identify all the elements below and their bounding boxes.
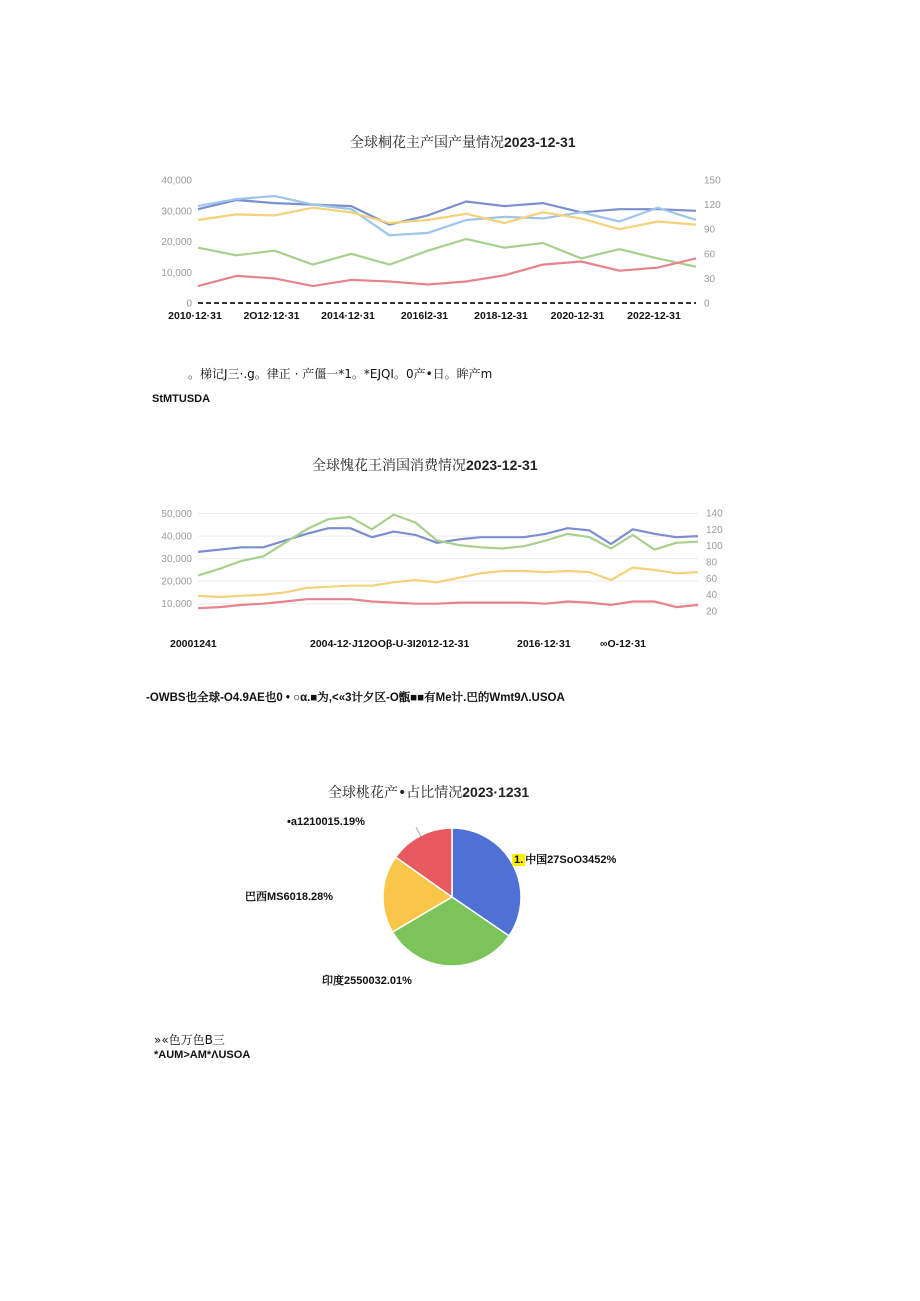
consumption-title-date: 2023-12-31 [466,457,538,473]
consumption-gridlines [198,514,698,604]
consumption-series-red [198,599,698,608]
production-note: 。梯记J三·.g。律正 · 产僵一*1。*EJQI。0产•日。眸产m [188,367,493,381]
production-series [198,196,696,286]
production-x-tick: 2016l2-31 [400,310,449,322]
consumption-title-text: 全球愧花王消国消费情况 [312,458,466,474]
production-x-tick: 2020-12-31 [550,310,605,322]
consumption-y-right-tick: 100 [706,541,723,553]
production-x-tick: 2O12·12·31 [243,310,300,322]
production-y-right-tick: 90 [704,224,716,236]
pie-label-india: 印度2550032.01% [322,975,412,987]
consumption-y-left-tick: 10,000 [161,599,192,611]
consumption-x-axis [170,638,646,650]
production-y-left-tick: 40,000 [161,175,192,187]
production-y-left-tick: 30,000 [161,206,192,218]
production-series-red [198,258,696,286]
production-y-left-tick: 10,000 [161,267,192,279]
consumption-y-left-tick: 50,000 [161,509,192,521]
share-title-text: 全球桃花产•占比情况 [328,785,463,801]
consumption-y-right-tick: 80 [706,557,718,569]
production-y-left-tick: 0 [186,298,192,310]
consumption-series [198,515,698,609]
share-pie-chart [380,815,540,975]
pie-label-brazil: 巴西MS6018.28% [245,891,334,903]
consumption-chart-title [312,455,538,475]
consumption-y-left-tick: 30,000 [161,554,192,566]
production-x-tick: 2010·12·31 [168,310,222,322]
pie-label-china [512,851,616,867]
consumption-y-right-tick: 40 [706,590,718,602]
production-y-right-tick: 30 [704,273,716,285]
consumption-line-chart [150,495,730,655]
share-source: *AUM>AM*ΛUSOA [154,1049,251,1061]
production-y-right-axis [704,176,721,310]
share-top-leader-line [416,827,421,837]
consumption-y-right-tick: 20 [706,606,718,618]
consumption-x-tick: 20001241 [170,638,217,650]
production-y-right-tick: 150 [704,175,721,187]
production-x-axis [168,310,681,322]
production-chart-title [350,132,576,152]
production-line-chart [150,168,730,328]
consumption-y-right-axis [706,509,723,618]
pie-label-other: •a1210015.19% [287,816,365,828]
production-x-tick: 2022-12-31 [627,310,681,322]
production-x-tick: 2018-12-31 [474,310,528,322]
share-title-date: 2023·1231 [462,784,530,800]
production-title-text: 全球桐花主产国产量情况 [350,135,504,151]
consumption-legend: -OWBS也全球-O4.9AE也0 • ○α.■为,<«3计夕区-O甑■■有Me计.巴的Wmt9Λ.USOA [146,692,565,704]
production-y-right-tick: 0 [704,298,710,310]
pie-label-china-text: 中国27SoO3452% [525,854,617,866]
production-y-right-tick: 60 [704,249,716,261]
share-pie-slices [383,828,521,966]
production-y-right-tick: 120 [704,200,721,212]
pie-label-china-marker: 1. [514,854,524,866]
production-source: StMTUSDA [152,393,211,405]
share-note: »«色万色B三 [154,1033,225,1047]
production-y-left-axis [161,176,192,310]
production-title-date: 2023-12-31 [504,134,576,150]
consumption-y-right-tick: 140 [706,508,723,520]
consumption-y-right-tick: 120 [706,524,723,536]
production-series-green [198,239,696,267]
share-chart-title [328,782,529,802]
consumption-x-tick: 2004-12·J12OOβ-U-3I2012-12-31 [310,638,470,650]
consumption-series-yellow [198,568,698,597]
consumption-x-tick: ∞O-12·31 [600,638,647,650]
production-x-tick: 2014·12·31 [321,310,375,322]
consumption-y-right-tick: 60 [706,573,718,585]
production-y-left-tick: 20,000 [161,237,192,248]
consumption-y-left-tick: 40,000 [161,531,192,543]
consumption-x-tick: 2016·12·31 [517,638,571,650]
consumption-y-left-tick: 20,000 [161,576,192,588]
consumption-y-left-axis [161,509,192,610]
